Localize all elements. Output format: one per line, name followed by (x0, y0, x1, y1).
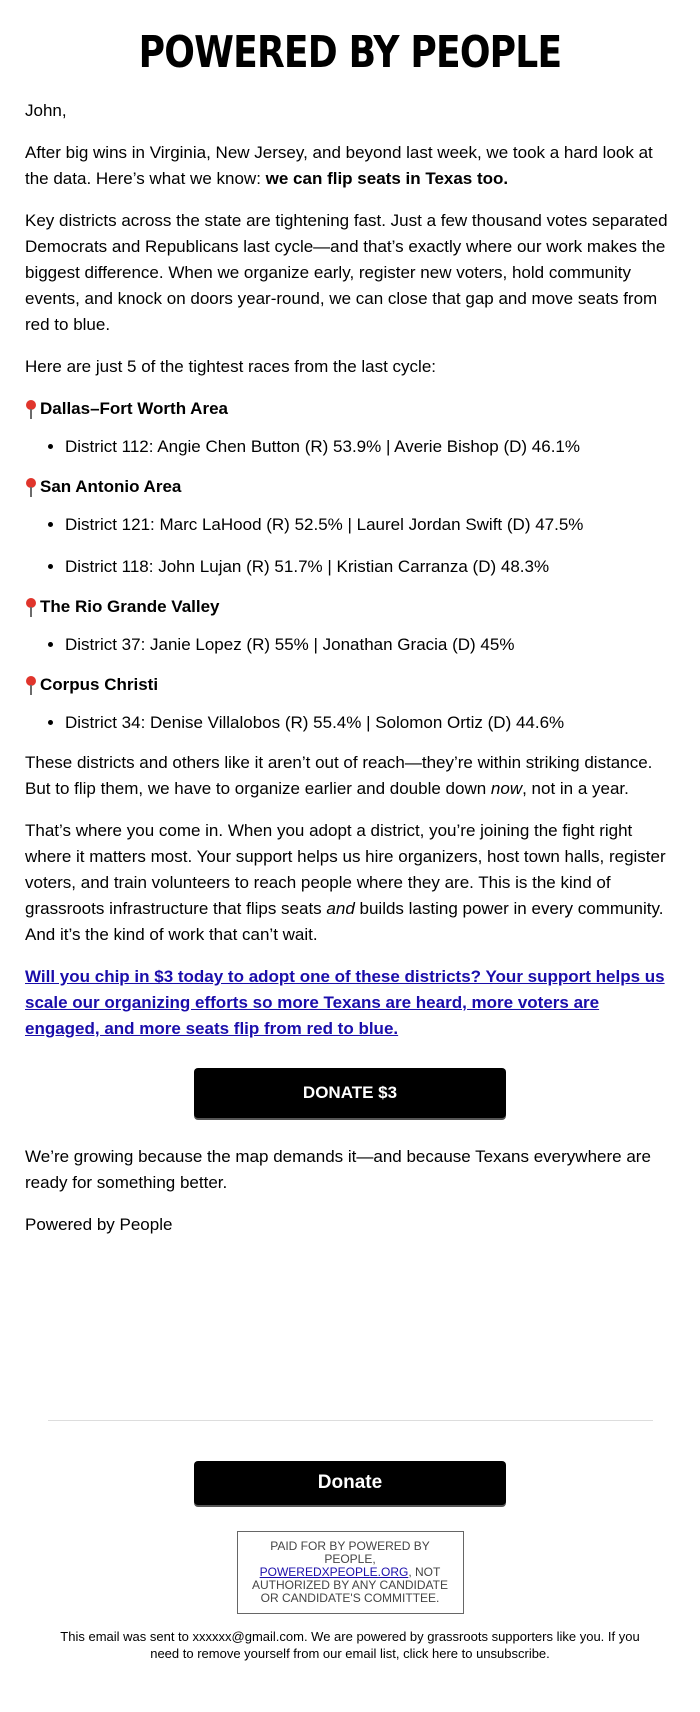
email-body (0, 98, 700, 1238)
race-item: • District 37: Janie Lopez (R) 55% | Jonathan Gracia (D) 45% (65, 632, 675, 658)
spacer (0, 1254, 700, 1420)
area-title: Corpus Christi (25, 672, 675, 698)
districts-paragraph: Key districts across the state are tightening fast. Just a few thousand votes separated Democrats and Republicans last cycle—and that’s exactly where our work makes the biggest difference. When we organize early, register new voters, hold community events, and knock on doors year-round, we can close that gap and move seats from red to blue. (25, 211, 668, 334)
area-title: The Rio Grande Valley (25, 594, 675, 620)
closing-paragraph: We’re growing because the map demands it—and because Texans everywhere are ready for something better. (25, 1147, 651, 1192)
support-paragraph: That’s where you come in. When you adopt a district, you’re joining the fight right where it matters most. Your support helps us hire organizers, host town halls, register voters, and train volunteers to reach people where they are. This is the kind of grassroots infrastructure that flips seats and builds lasting power in every community. And it’s the kind of work that can’t wait. (25, 821, 666, 944)
race-item: • District 112: Angie Chen Button (R) 53.9% | Averie Bishop (D) 46.1% (65, 434, 675, 460)
greeting: John, (25, 101, 67, 120)
unsubscribe-notice: This email was sent to xxxxxx@gmail.com. We are powered by grassroots supporters like you. If you need to remove yourself from our email list, click here to unsubscribe. (60, 1629, 640, 1661)
cta-link[interactable]: Will you chip in $3 today to adopt one of these districts? Your support helps us scale our organizing efforts so more Texans are heard, more voters are engaged, and more seats flip from red to blue. (25, 967, 665, 1038)
area-block (25, 396, 675, 460)
signoff: Powered by People (25, 1215, 173, 1234)
race-item: • District 34: Denise Villalobos (R) 55.4% | Solomon Ortiz (D) 44.6% (65, 710, 675, 736)
intro-paragraph: After big wins in Virginia, New Jersey, and beyond last week, we took a hard look at the data. Here’s what we know: we can flip seats in Texas too. (25, 143, 653, 188)
race-item: • District 121: Marc LaHood (R) 52.5% | Laurel Jordan Swift (D) 47.5% (65, 512, 675, 538)
donate-3-button[interactable]: DONATE $3 (194, 1068, 506, 1118)
donate-button[interactable]: Donate (194, 1461, 506, 1505)
brand-logo: POWERED BY PEOPLE (138, 27, 562, 78)
race-list (25, 632, 675, 658)
area-block (25, 474, 675, 580)
divider (48, 1420, 653, 1421)
race-item: • District 118: John Lujan (R) 51.7% | Kristian Carranza (D) 48.3% (65, 554, 675, 580)
intro-highlight: we can flip seats in Texas too. (265, 169, 509, 188)
race-list (25, 434, 675, 460)
reach-paragraph: These districts and others like it aren’t out of reach—they’re within striking distance. But to flip them, we have to organize earlier and double down now, not in a year. (25, 753, 653, 798)
races-intro: Here are just 5 of the tightest races from the last cycle: (25, 357, 437, 376)
area-block (25, 594, 675, 658)
pin-icon (25, 476, 39, 498)
race-list (25, 512, 675, 580)
area-block (25, 672, 675, 736)
area-title: San Antonio Area (25, 474, 675, 500)
race-list (25, 710, 675, 736)
website-link[interactable]: POWEREDXPEOPLE.ORG (259, 1565, 409, 1579)
pin-icon (25, 596, 39, 618)
pin-icon (25, 674, 39, 696)
area-title: Dallas–Fort Worth Area (25, 396, 675, 422)
pin-icon (25, 398, 39, 420)
paid-for-disclaimer: PAID FOR BY POWERED BY PEOPLE, POWEREDXPEOPLE.ORG, NOT AUTHORIZED BY ANY CANDIDATE OR CANDIDATE'S COMMITTEE. (237, 1531, 464, 1614)
